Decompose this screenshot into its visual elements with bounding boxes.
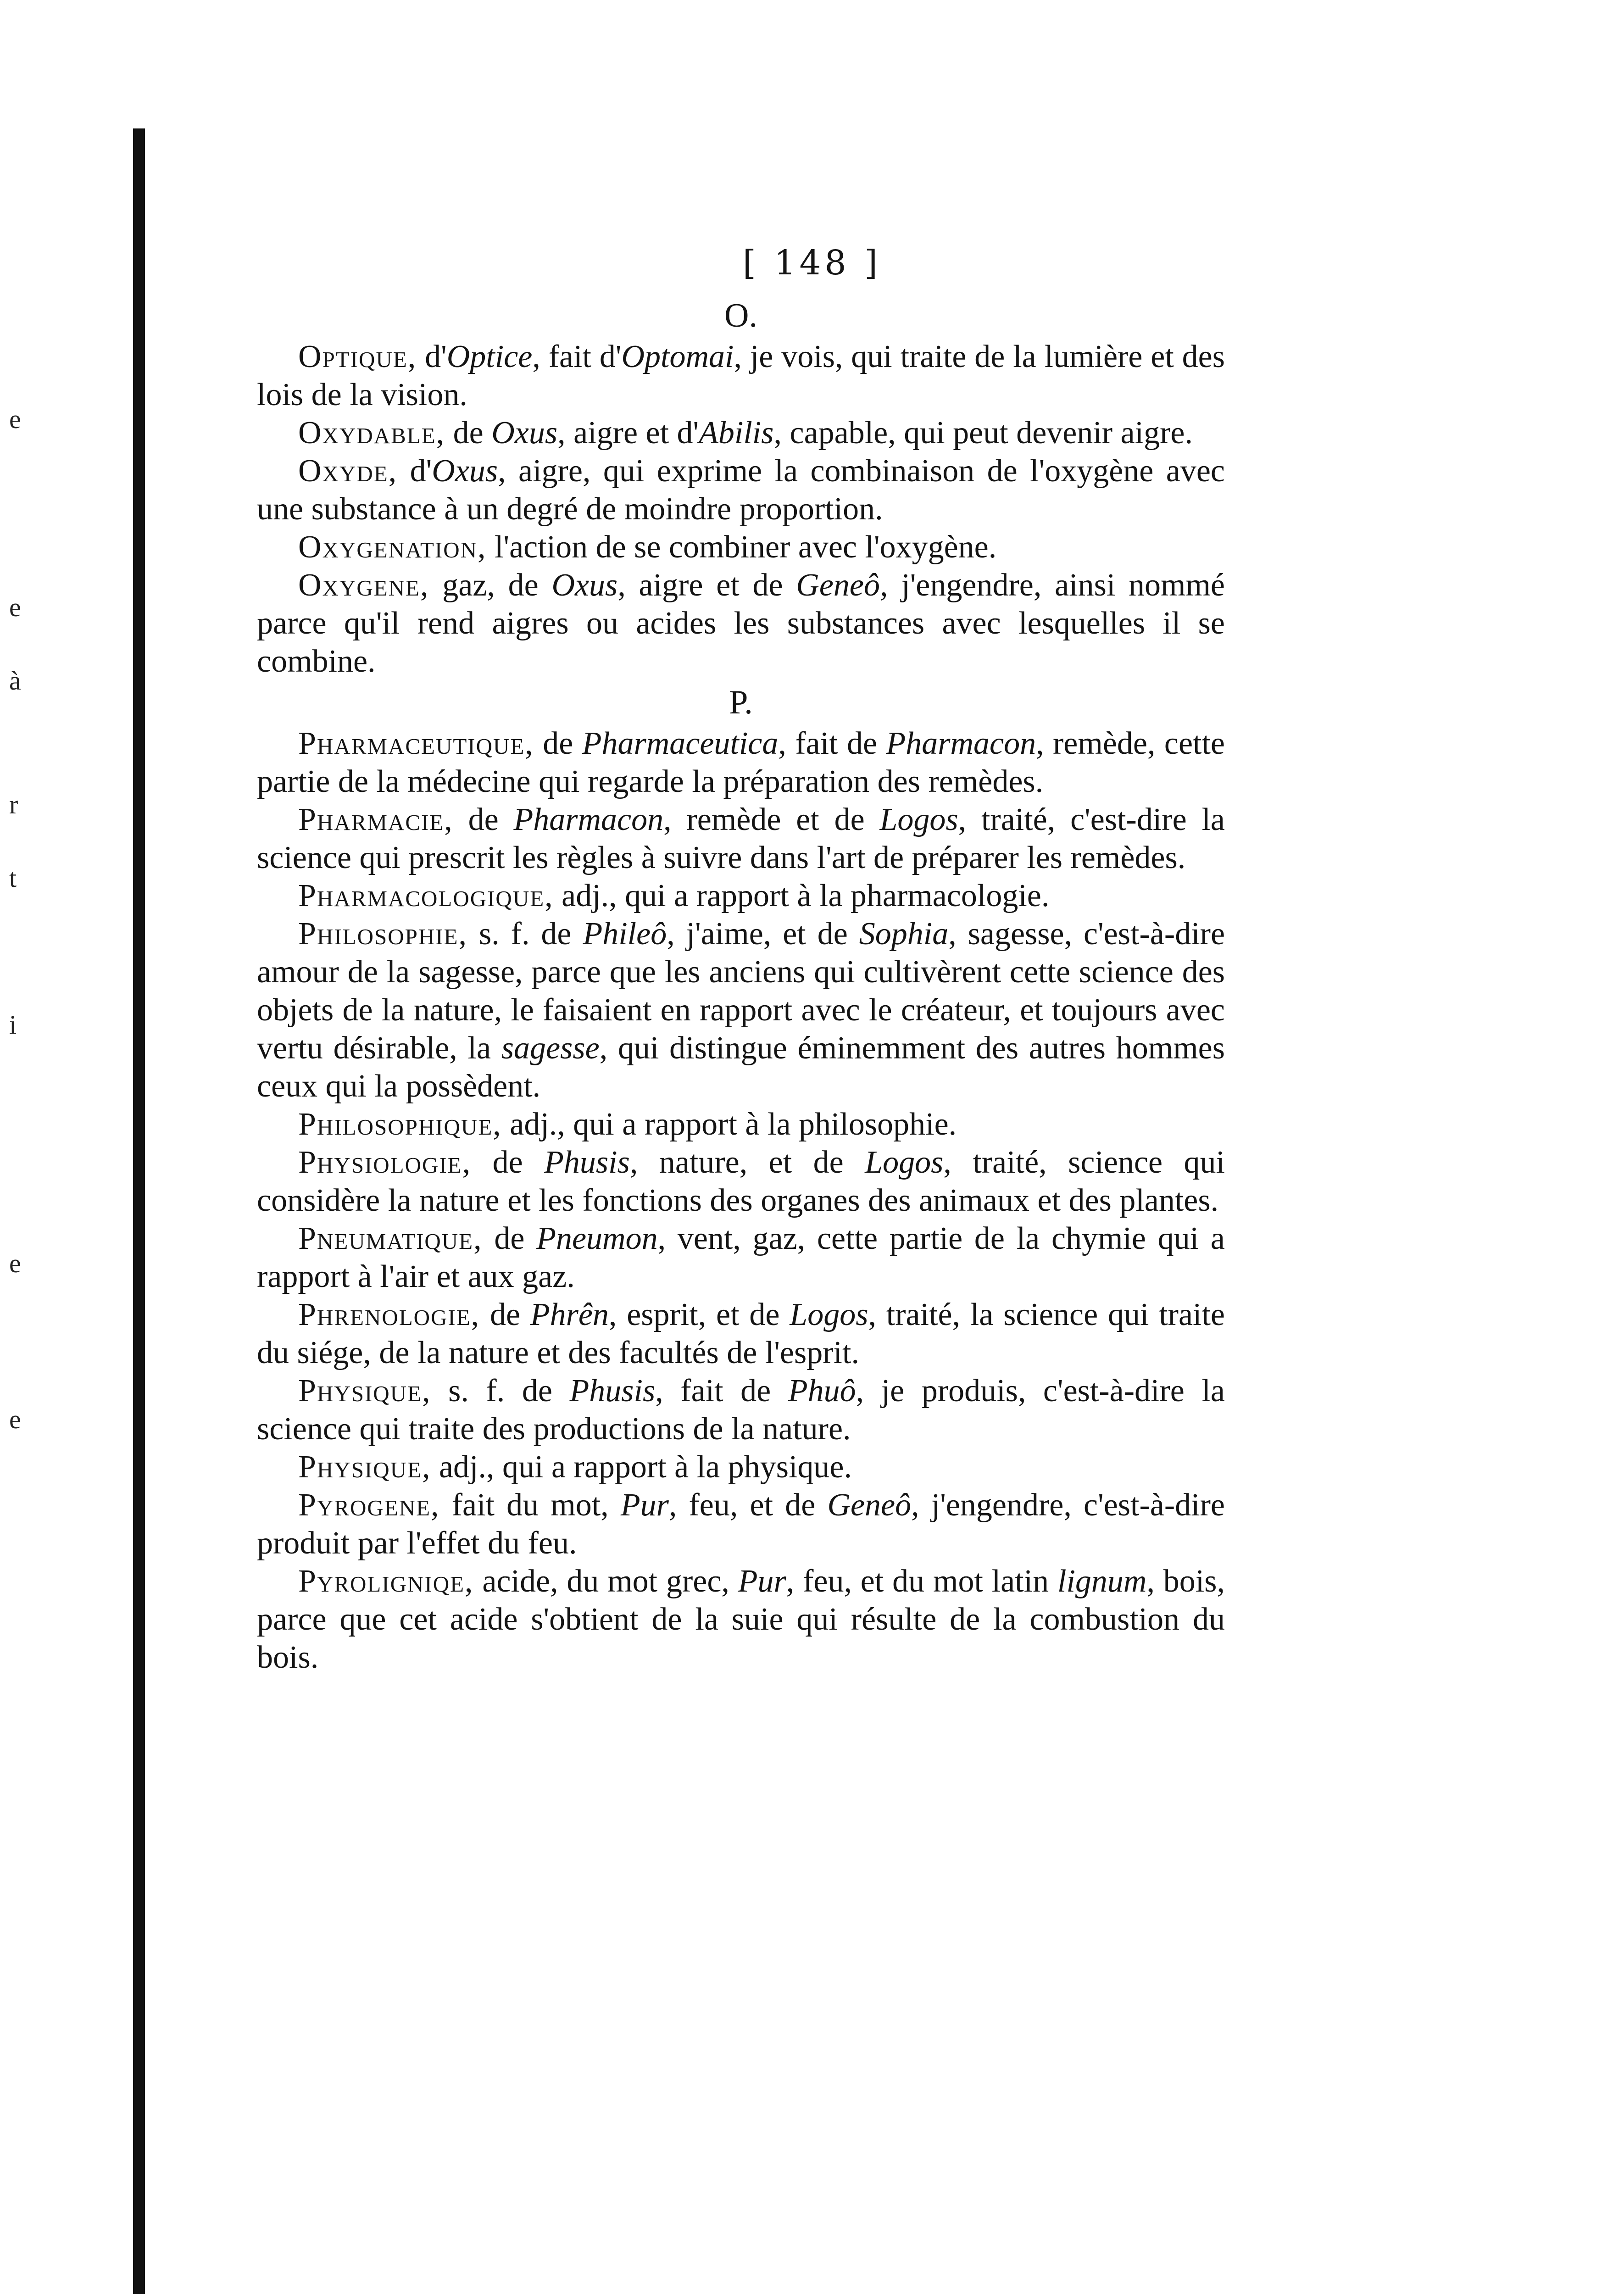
entry-text: , aigre, qui exprime la combinaison de l'oxygène avec une substance à un degré de moindre proportion. (257, 453, 1225, 527)
etymon-word: Optice (446, 339, 533, 374)
entry-text: , vent, gaz, cette partie de la chymie qui a rapport à l'air et aux gaz. (257, 1221, 1225, 1294)
entry-text: adj., qui a rapport à la philosophie. (501, 1107, 957, 1142)
dictionary-entry (257, 1219, 1225, 1296)
dictionary-entry (257, 338, 1225, 414)
entry-text: , esprit, et de (608, 1297, 790, 1332)
entry-text: s. f. de (467, 916, 583, 952)
etymon-word: Oxus (491, 415, 558, 451)
page-number: [ 148 ] (742, 243, 882, 283)
entry-term: Physiologie, (298, 1145, 472, 1180)
entry-text: , nature, et de (629, 1145, 865, 1180)
margin-fragment: i (9, 1010, 17, 1040)
etymon-word: Geneô (827, 1487, 912, 1523)
etymon-word: Pharmacon (886, 726, 1036, 761)
entry-text: , fait de (655, 1373, 788, 1409)
entry-term: Phrenologie, (298, 1297, 480, 1332)
dictionary-entry (257, 724, 1225, 801)
entry-text: , traité, la science qui traite du siége, de la nature et des facultés de l'esprit. (257, 1297, 1225, 1370)
dictionary-entry (257, 414, 1225, 452)
dictionary-entry (257, 528, 1225, 566)
entry-text: , remède et de (663, 802, 880, 837)
entry-term: Oxygenation, (298, 529, 487, 565)
entry-text: , je produis, c'est-à-dire la science qui traite des productions de la nature. (257, 1373, 1225, 1447)
dictionary-entry (257, 1486, 1225, 1562)
entry-text: de (534, 726, 582, 761)
left-margin-fragments (0, 0, 92, 2294)
section-letter: P. (729, 684, 753, 721)
dictionary-entry (257, 1296, 1225, 1372)
margin-fragment: r (9, 790, 18, 819)
margin-fragment: e (9, 592, 21, 622)
entry-term: Oxydable, (298, 415, 445, 451)
entry-text: , bois, parce que cet acide s'obtient de la suie qui résulte de la combustion du bois. (257, 1564, 1225, 1675)
entry-text: , j'aime, et de (667, 916, 859, 952)
entry-text: , aigre et de (617, 568, 796, 603)
margin-fragment: à (9, 666, 21, 696)
entry-text: gaz, de (429, 568, 552, 603)
etymon-word: Pur (620, 1487, 669, 1523)
dictionary-entry (257, 801, 1225, 877)
dictionary-entry (257, 1143, 1225, 1219)
entry-text: , fait de (778, 726, 886, 761)
entry-term: Optique, (298, 339, 417, 374)
etymon-word: sagesse (501, 1030, 600, 1066)
etymon-word: Optomai (621, 339, 734, 374)
margin-fragment: e (9, 404, 21, 434)
dictionary-entry (257, 1372, 1225, 1448)
entry-text: , feu, et du mot latin (786, 1564, 1057, 1599)
entry-term: Pyrogene, (298, 1487, 440, 1523)
etymon-word: Pharmacon (513, 802, 664, 837)
entry-text: de (480, 1297, 530, 1332)
etymon-word: Logos (879, 802, 958, 837)
entry-text: de (482, 1221, 537, 1256)
etymon-word: Logos (790, 1297, 868, 1332)
etymon-word: Phileô (583, 916, 667, 952)
etymon-word: Oxus (551, 568, 618, 603)
entry-text: , j'engendre, ainsi nommé parce qu'il rend aigres ou acides les substances avec lesquelles il se combine. (257, 568, 1225, 679)
etymon-word: Geneô (796, 568, 880, 603)
dictionary-entry (257, 452, 1225, 528)
etymon-word: Phrên (530, 1297, 609, 1332)
dictionary-text (257, 294, 1225, 1676)
etymon-word: Phusis (569, 1373, 656, 1409)
entry-term: Oxyde, (298, 453, 398, 489)
etymon-word: Logos (865, 1145, 944, 1180)
etymon-word: Abilis (699, 415, 774, 451)
entry-text: l'action de se combiner avec l'oxygène. (486, 529, 997, 565)
entry-text: acide, du mot grec, (473, 1564, 738, 1599)
entry-text: , qui distingue éminemment des autres hommes ceux qui la possèdent. (257, 1030, 1225, 1104)
entry-term: Philosophique, (298, 1107, 502, 1142)
dictionary-entry (257, 1105, 1225, 1143)
etymon-word: Phuô (788, 1373, 856, 1409)
entry-term: Physique, (298, 1449, 431, 1485)
entry-text: , aigre et d' (557, 415, 699, 451)
etymon-word: Pharmaceutica (582, 726, 779, 761)
entry-term: Pyroligniqe, (298, 1564, 474, 1599)
entry-text: adj., qui a rapport à la physique. (431, 1449, 852, 1485)
etymon-word: Oxus (432, 453, 498, 489)
etymon-word: Sophia (859, 916, 949, 952)
entry-text: fait du mot, (439, 1487, 621, 1523)
entry-term: Pharmaceutique, (298, 726, 534, 761)
entry-text: , traité, science qui considère la nature et les fonctions des organes des animaux et des plantes. (257, 1145, 1225, 1218)
dictionary-entry (257, 877, 1225, 915)
entry-term: Pneumatique, (298, 1221, 483, 1256)
dictionary-entry (257, 566, 1225, 680)
margin-fragment: e (9, 1248, 21, 1278)
entry-text: , j'engendre, c'est-à-dire produit par l'effet du feu. (257, 1487, 1225, 1561)
entry-text: , remède, cette partie de la médecine qui regarde la préparation des remèdes. (257, 726, 1225, 799)
entry-text: de (453, 802, 514, 837)
entry-text: , feu, et de (668, 1487, 828, 1523)
etymon-word: Pur (738, 1564, 786, 1599)
entry-term: Pharmacologique, (298, 878, 554, 913)
entry-term: Physique, (298, 1373, 431, 1409)
section-letter: O. (724, 297, 757, 334)
entry-term: Philosophie, (298, 916, 467, 952)
entry-text: , je vois, qui traite de la lumière et des lois de la vision. (257, 339, 1225, 412)
margin-fragment: t (9, 863, 17, 893)
margin-fragment: e (9, 1404, 21, 1434)
binding-edge-rule (133, 128, 145, 2294)
entry-term: Pharmacie, (298, 802, 453, 837)
entry-term: Oxygene, (298, 568, 429, 603)
etymon-word: lignum (1057, 1564, 1147, 1599)
entry-text: d' (397, 453, 432, 489)
entry-text: de (445, 415, 492, 451)
entry-text: de (471, 1145, 545, 1180)
entry-text: , traité, c'est-dire la science qui prescrit les règles à suivre dans l'art de préparer les remèdes. (257, 802, 1225, 875)
entry-text: , capable, qui peut devenir aigre. (773, 415, 1193, 451)
entry-text: s. f. de (431, 1373, 570, 1409)
etymon-word: Phusis (544, 1145, 630, 1180)
dictionary-entry (257, 1562, 1225, 1676)
dictionary-entry (257, 915, 1225, 1105)
entry-text: , fait d' (532, 339, 622, 374)
entry-text: d' (417, 339, 447, 374)
etymon-word: Pneumon (536, 1221, 658, 1256)
entry-text: , sagesse, c'est-à-dire amour de la sagesse, parce que les anciens qui cultivèrent cette science des objets de la nature, le faisaient en rapport avec le créateur, et toujours avec vertu désirable, la (257, 916, 1225, 1066)
entry-text: adj., qui a rapport à la pharmacologie. (553, 878, 1050, 913)
dictionary-entry (257, 1448, 1225, 1486)
